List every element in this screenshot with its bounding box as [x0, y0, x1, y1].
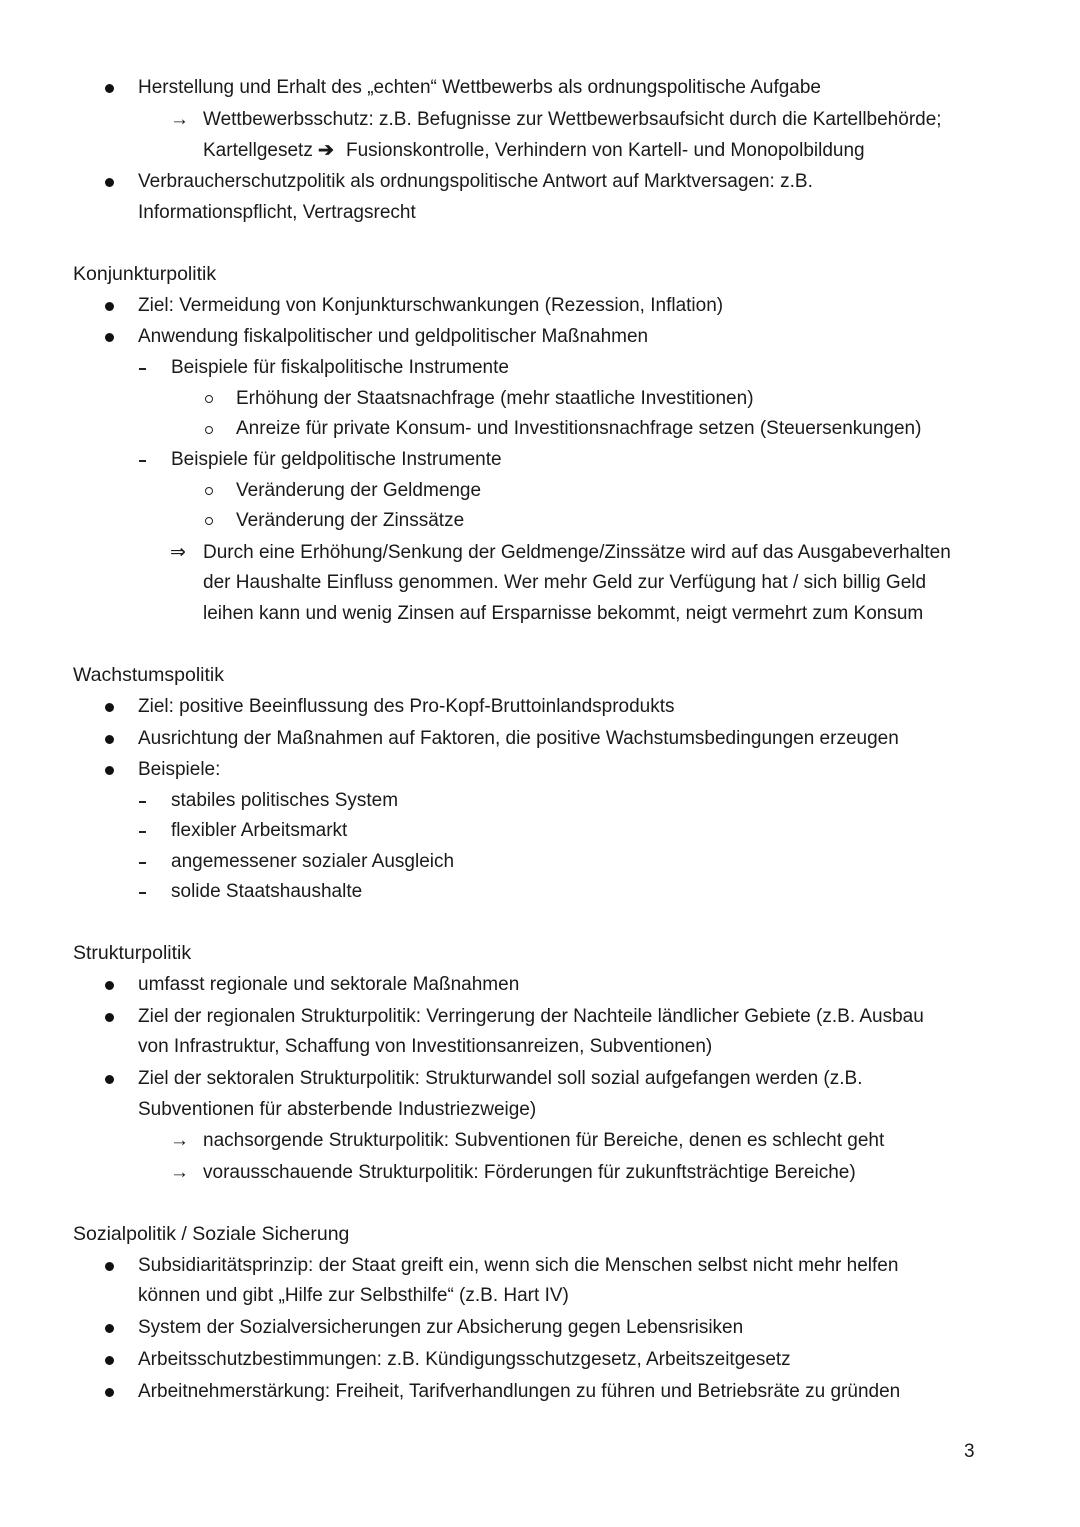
circle-bullet-icon — [205, 426, 213, 434]
list-item: Beispiele für geldpolitische Instrumente — [171, 449, 502, 470]
list-item: vorausschauende Strukturpolitik: Förderungen für zukunftsträchtige Bereiche) — [203, 1162, 856, 1183]
list-item: Subsidiaritätsprinzip: der Staat greift ein, wenn sich die Menschen selbst nicht mehr helfen — [138, 1255, 899, 1276]
list-item: der Haushalte Einfluss genommen. Wer mehr Geld zur Verfügung hat / sich billig Geld — [203, 572, 927, 593]
dash-icon — [139, 892, 146, 894]
list-item: Ziel der regionalen Strukturpolitik: Verringerung der Nachteile ländlicher Gebiete (z.B. Ausbau — [138, 1006, 924, 1027]
list-item: Veränderung der Zinssätze — [236, 510, 465, 531]
list-item: Ziel der sektoralen Strukturpolitik: Strukturwandel soll sozial aufgefangen werden (z.B. — [138, 1068, 863, 1089]
circle-bullet-icon — [205, 517, 213, 525]
list-item: Informationspflicht, Vertragsrecht — [138, 202, 416, 223]
bullet-icon — [105, 84, 114, 93]
list-item: flexibler Arbeitsmarkt — [171, 820, 348, 841]
list-item: Ziel: positive Beeinflussung des Pro-Kopf-Bruttoinlandsprodukts — [138, 696, 675, 717]
double-arrow-icon: ⇒ — [170, 542, 186, 563]
dash-icon — [139, 862, 146, 864]
circle-bullet-icon — [205, 487, 213, 495]
bullet-icon — [105, 302, 114, 311]
list-item: Beispiele: — [138, 759, 221, 780]
list-item: Arbeitnehmerstärkung: Freiheit, Tarifverhandlungen zu führen und Betriebsräte zu gründen — [138, 1381, 901, 1402]
list-item: stabiles politisches System — [171, 790, 399, 811]
arrow-right-icon: → — [170, 1130, 189, 1151]
dash-icon — [139, 460, 146, 462]
bullet-icon — [105, 1262, 114, 1271]
bullet-icon — [105, 1075, 114, 1084]
section-heading: Sozialpolitik / Soziale Sicherung — [73, 1223, 350, 1245]
list-item: Herstellung und Erhalt des „echten“ Wettbewerbs als ordnungspolitische Aufgabe — [138, 77, 821, 98]
list-item: von Infrastruktur, Schaffung von Investitionsanreizen, Subventionen) — [138, 1036, 713, 1057]
arrow-right-icon: → — [170, 1162, 189, 1183]
list-item: Beispiele für fiskalpolitische Instrumente — [171, 357, 509, 378]
dash-icon — [139, 368, 146, 370]
list-item: solide Staatshaushalte — [171, 881, 363, 902]
bullet-icon — [105, 735, 114, 744]
dash-icon — [139, 801, 146, 803]
list-item: nachsorgende Strukturpolitik: Subventionen für Bereiche, denen es schlecht geht — [203, 1130, 885, 1151]
section-heading: Strukturpolitik — [73, 942, 192, 964]
list-item: Anwendung fiskalpolitischer und geldpolitischer Maßnahmen — [138, 326, 649, 347]
list-item: Erhöhung der Staatsnachfrage (mehr staatliche Investitionen) — [236, 388, 754, 409]
list-item: Arbeitsschutzbestimmungen: z.B. Kündigungsschutzgesetz, Arbeitszeitgesetz — [138, 1349, 791, 1370]
page-number: 3 — [964, 1441, 975, 1462]
bullet-icon — [105, 981, 114, 990]
list-item: Wettbewerbsschutz: z.B. Befugnisse zur Wettbewerbsaufsicht durch die Kartellbehörde; — [203, 109, 942, 130]
bold-arrow-icon: ➔ — [318, 140, 334, 161]
bullet-icon — [105, 1356, 114, 1365]
list-item: Ziel: Vermeidung von Konjunkturschwankungen (Rezession, Inflation) — [138, 295, 724, 316]
bullet-icon — [105, 1388, 114, 1397]
list-item: Durch eine Erhöhung/Senkung der Geldmenge/Zinssätze wird auf das Ausgabeverhalten — [203, 542, 951, 563]
list-item: Veränderung der Geldmenge — [236, 480, 482, 501]
list-item: können und gibt „Hilfe zur Selbsthilfe“ (z.B. Hart IV) — [138, 1285, 569, 1306]
list-item: umfasst regionale und sektorale Maßnahmen — [138, 974, 520, 995]
list-item: leihen kann und wenig Zinsen auf Ersparnisse bekommt, neigt vermehrt zum Konsum — [203, 603, 924, 624]
section-heading: Konjunkturpolitik — [73, 263, 217, 285]
list-item: Ausrichtung der Maßnahmen auf Faktoren, die positive Wachstumsbedingungen erzeugen — [138, 728, 899, 749]
arrow-right-icon: → — [170, 109, 189, 130]
bullet-icon — [105, 1013, 114, 1022]
list-item: Subventionen für absterbende Industriezweige) — [138, 1099, 537, 1120]
list-item: Verbraucherschutzpolitik als ordnungspolitische Antwort auf Marktversagen: z.B. — [138, 171, 813, 192]
bullet-icon — [105, 1324, 114, 1333]
bullet-icon — [105, 178, 114, 187]
bullet-icon — [105, 766, 114, 775]
section-heading: Wachstumspolitik — [73, 664, 224, 686]
bullet-icon — [105, 703, 114, 712]
list-item: Kartellgesetz — [203, 140, 313, 161]
list-item: System der Sozialversicherungen zur Absicherung gegen Lebensrisiken — [138, 1317, 744, 1338]
circle-bullet-icon — [205, 395, 213, 403]
bullet-icon — [105, 333, 114, 342]
list-item: angemessener sozialer Ausgleich — [171, 851, 455, 872]
list-item: Fusionskontrolle, Verhindern von Kartell- und Monopolbildung — [346, 140, 865, 161]
list-item: Anreize für private Konsum- und Investitionsnachfrage setzen (Steuersenkungen) — [236, 418, 922, 439]
dash-icon — [139, 831, 146, 833]
